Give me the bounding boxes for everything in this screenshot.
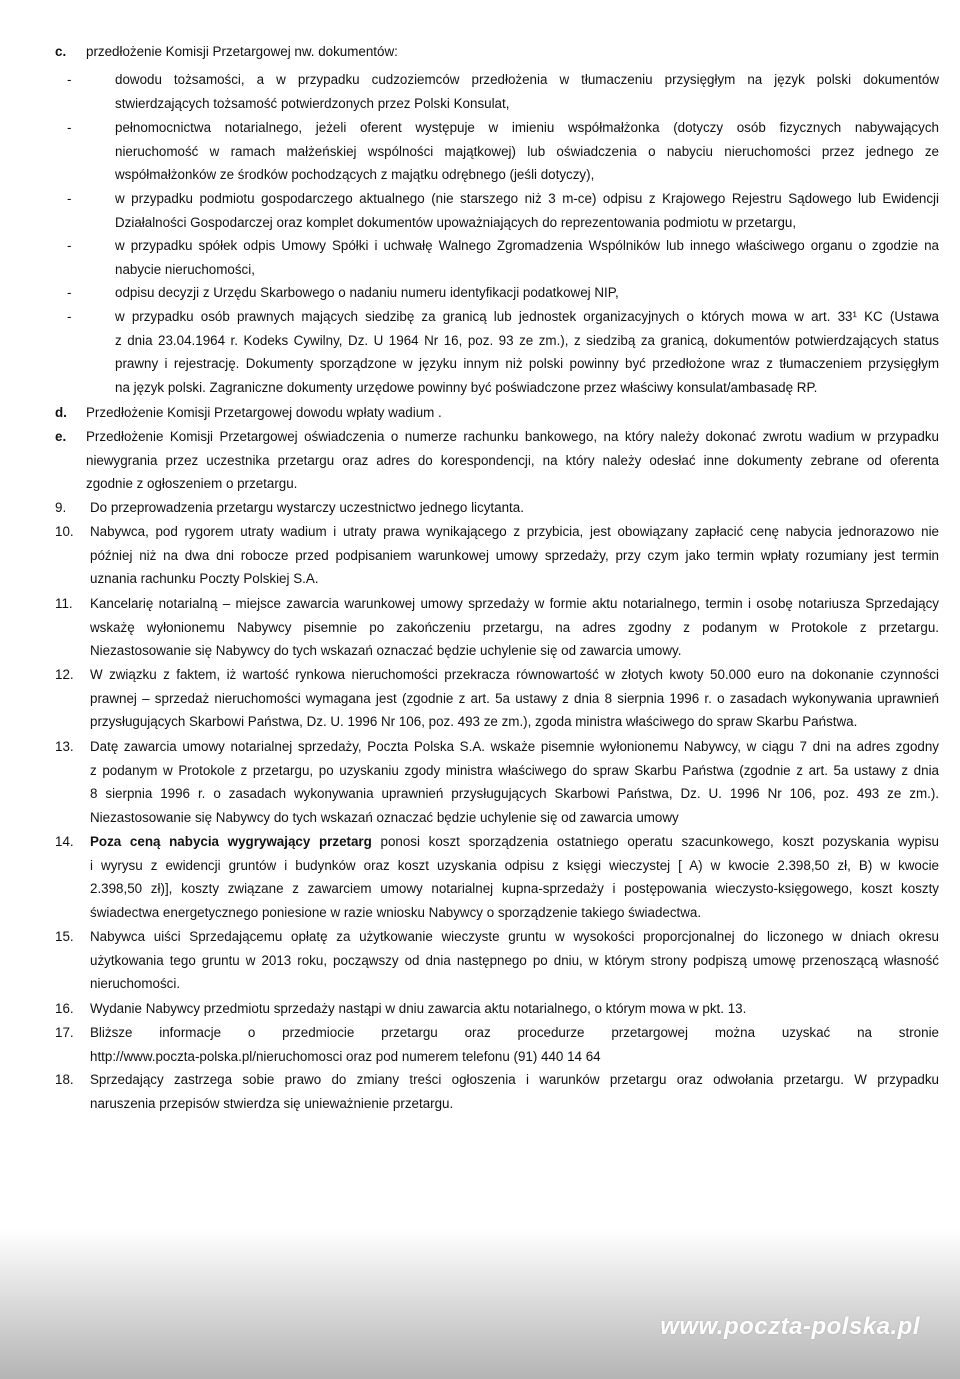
item-line: z podanym w Protokole z przetargu, po uzyskaniu zgody ministra właściwego do spraw Skarbu Państwa (zgodnie z art. 5a ustawy z dnia — [90, 762, 939, 778]
item-number: 17. — [55, 1025, 74, 1040]
section-c-title: przedłożenie Komisji Przetargowej nw. dokumentów: — [86, 44, 398, 59]
item-line: Nabywca uiści Sprzedającemu opłatę za użytkowanie wieczyste gruntu w wysokości proporcjonalnej do liczonego w dniach okresu — [90, 929, 939, 944]
bullet-line: nabycie nieruchomości, — [115, 261, 255, 277]
bullet-dash: - — [67, 238, 72, 253]
bullet-dash: - — [67, 285, 72, 300]
bullet-line: na język polski. Zagraniczne dokumenty urzędowe powinny być poświadczone przez właściwy konsulat/ambasadę RP. — [115, 379, 818, 395]
item-number: 18. — [55, 1072, 74, 1087]
item-line: W związku z faktem, iż wartość rynkowa nieruchomości przekracza równowartość w złotych kwoty 50.000 euro na dokonanie czynności — [90, 667, 939, 682]
item-line: Bliższe informacje o przedmiocie przetargu oraz procedurze przetargowej można uzyskać na stronie — [90, 1025, 939, 1040]
bullet-dash: - — [67, 191, 72, 206]
item-line: użytkowania tego gruntu w 2013 roku, począwszy od dnia następnego po dniu, w którym strony podpiszą umowę przenoszącą własność — [90, 952, 939, 968]
item-number: 11. — [55, 596, 73, 611]
bullet-line: prawny i rejestrację. Dokumenty sporządzone w języku innym niż polski powinny być przedłożone wraz z tłumaczeniem przysięgłym — [115, 356, 939, 372]
item-line: prawnej – sprzedaż nieruchomości wymagana jest (zgodnie z art. 5a ustawy z dnia 8 sierpnia 1996 r. o zasadach wykonywania uprawnień — [90, 690, 939, 706]
section-e-marker: e. — [55, 429, 67, 444]
item-line: wskażę wyłonionemu Nabywcy pisemnie po zakończeniu przetargu, na adres zgodny z podanym w Protokole z przetargu. — [90, 619, 939, 635]
item-line: i wyrysu z ewidencji gruntów i budynków oraz koszt uzyskania odpisu z księgi wieczystej [ A) w kwocie 2.398,50 zł, B) w kwocie — [90, 857, 939, 873]
item-line: nieruchomości. — [90, 976, 181, 992]
section-d-text: Przedłożenie Komisji Przetargowej dowodu wpłaty wadium . — [86, 405, 442, 420]
bullet-dash: - — [67, 120, 72, 135]
item-bold-lead: Poza ceną nabycia wygrywający przetarg — [90, 834, 372, 849]
section-e-line: zgodnie z ogłoszeniem o przetargu. — [86, 476, 298, 492]
item-line: 2.398,50 zł)], koszty związane z zawarciem umowy notarialnej kupna-sprzedaży i postępowania wieczysto-księgowego, koszt koszty — [90, 881, 939, 897]
item-line: przysługujących Skarbowi Państwa, Dz. U. 1996 Nr 106, poz. 493 ze zm.), zgoda ministra właściwego do spraw Skarbu Państwa. — [90, 714, 858, 730]
bullet-line: Działalności Gospodarczej oraz komplet dokumentów upoważniających do reprezentowania podmiotu w przetargu, — [115, 214, 797, 230]
section-c — [55, 40, 915, 64]
item-line: Kancelarię notarialną – miejsce zawarcia warunkowej umowy sprzedaży w formie aktu notarialnego, termin i osobę notariusza Sprzedający — [90, 596, 939, 611]
item-line: Niezastosowanie się Nabywcy do tych wskazań oznaczać będzie uchylenie się od zawarcia umowy. — [90, 643, 682, 659]
bullet-line: pełnomocnictwa notarialnego, jeżeli oferent występuje w imieniu współmałżonka (dotyczy osób fizycznych nabywających — [115, 120, 939, 135]
item-number: 9. — [55, 500, 67, 515]
bullet-line: w przypadku spółek odpis Umowy Spółki i uchwałę Walnego Zgromadzenia Wspólników lub innego właściwego organu o zgodzie na — [115, 238, 939, 253]
bullet-line: stwierdzających tożsamość potwierdzonych przez Polski Konsulat, — [115, 95, 510, 111]
item-number: 13. — [55, 739, 74, 754]
section-e-line: niewygrania przez uczestnika przetargu oraz adres do korespondencji, na który należy odesłać inne dokumenty zebrane od oferenta — [86, 452, 939, 468]
item-line-rest: ponosi koszt sporządzenia ostatniego operatu szacunkowego, koszt pozyskania wypisu — [380, 834, 939, 849]
item-number: 15. — [55, 929, 74, 944]
footer-logo: www.poczta-polska.pl — [660, 1313, 920, 1340]
bullet-line: dowodu tożsamości, a w przypadku cudzoziemców przedłożenia w tłumaczeniu przysięgłym na język polski dokumentów — [115, 72, 939, 87]
bullet-line: w przypadku podmiotu gospodarczego aktualnego (nie starszego niż 3 m-ce) odpisu z Krajowego Rejestru Sądowego lub Ewidencji — [115, 191, 939, 206]
item-line: uznania rachunku Poczty Polskiej S.A. — [90, 571, 319, 587]
item-number: 16. — [55, 1001, 74, 1016]
item-number: 14. — [55, 834, 74, 849]
item-line — [90, 830, 939, 854]
section-e-line: Przedłożenie Komisji Przetargowej oświadczenia o numerze rachunku bankowego, na który należy dokonać zwrotu wadium w przypadku — [86, 429, 939, 444]
bullet-line: odpisu decyzji z Urzędu Skarbowego o nadaniu numeru identyfikacji podatkowej NIP, — [115, 285, 619, 300]
bullet-line: z dnia 23.04.1964 r. Kodeks Cywilny, Dz. U 1964 Nr 16, poz. 93 ze zm.), z siedzibą za granicą, dokumentów potwierdzających status — [115, 332, 939, 348]
item-line: Sprzedający zastrzega sobie prawo do zmiany treści ogłoszenia i warunków przetargu oraz odwołania przetargu. W przypadku — [90, 1072, 939, 1087]
item-number: 12. — [55, 667, 74, 682]
bullet-line: w przypadku osób prawnych mających siedzibę za granicą lub jednostek organizacyjnych o których mowa w art. 33¹ KC (Ustawa — [115, 309, 939, 324]
item-line: Wydanie Nabywcy przedmiotu sprzedaży nastąpi w dniu zawarcia aktu notarialnego, o którym mowa w pkt. 13. — [90, 1001, 747, 1016]
bullet-dash: - — [67, 72, 72, 87]
bullet-line: współmałżonków ze środków pochodzących z majątku odrębnego (jeśli dotyczy), — [115, 167, 595, 183]
item-line: świadectwa energetycznego poniesione w razie wniosku Nabywcy o sporządzenie takiego świadectwa. — [90, 904, 702, 920]
section-d-marker: d. — [55, 405, 67, 420]
item-line: 8 sierpnia 1996 r. o zasadach wykonywania uprawnień przysługujących Skarbowi Państwa, Dz. U. 1996 Nr 106, poz. 493 ze zm.). — [90, 786, 939, 802]
item-line: Do przeprowadzenia przetargu wystarczy uczestnictwo jednego licytanta. — [90, 500, 524, 515]
footer-band — [0, 1229, 960, 1379]
item-line: naruszenia przepisów stwierdza się unieważnienie przetargu. — [90, 1095, 454, 1111]
item-line: Nabywca, pod rygorem utraty wadium i utraty prawa wynikającego z przybicia, jest obowiązany zapłacić cenę nabycia jednorazowo nie — [90, 524, 939, 539]
section-c-marker: c. — [55, 44, 67, 59]
item-number: 10. — [55, 524, 74, 539]
section-d — [55, 401, 939, 425]
item-line: http://www.poczta-polska.pl/nieruchomosci oraz pod numerem telefonu (91) 440 14 64 — [90, 1048, 601, 1064]
item-line: Datę zawarcia umowy notarialnej sprzedaży, Poczta Polska S.A. wskaże pisemnie wyłonionemu Nabywcy, w ciągu 7 dni na adres zgodny — [90, 739, 939, 754]
bullet-line: nieruchomość w ramach małżeńskiej wspólności majątkowej) lub oświadczenia o nabyciu nieruchomości przez jednego ze — [115, 143, 939, 159]
bullet-dash: - — [67, 309, 72, 324]
item-line: Niezastosowanie się Nabywcy do tych wskazań oznaczać będzie uchylenie się od zawarcia umowy — [90, 809, 679, 825]
item-line: później niż na dwa dni robocze przed podpisaniem warunkowej umowy sprzedaży, przy czym jako termin wpłaty rozumiany jest termin — [90, 547, 939, 563]
